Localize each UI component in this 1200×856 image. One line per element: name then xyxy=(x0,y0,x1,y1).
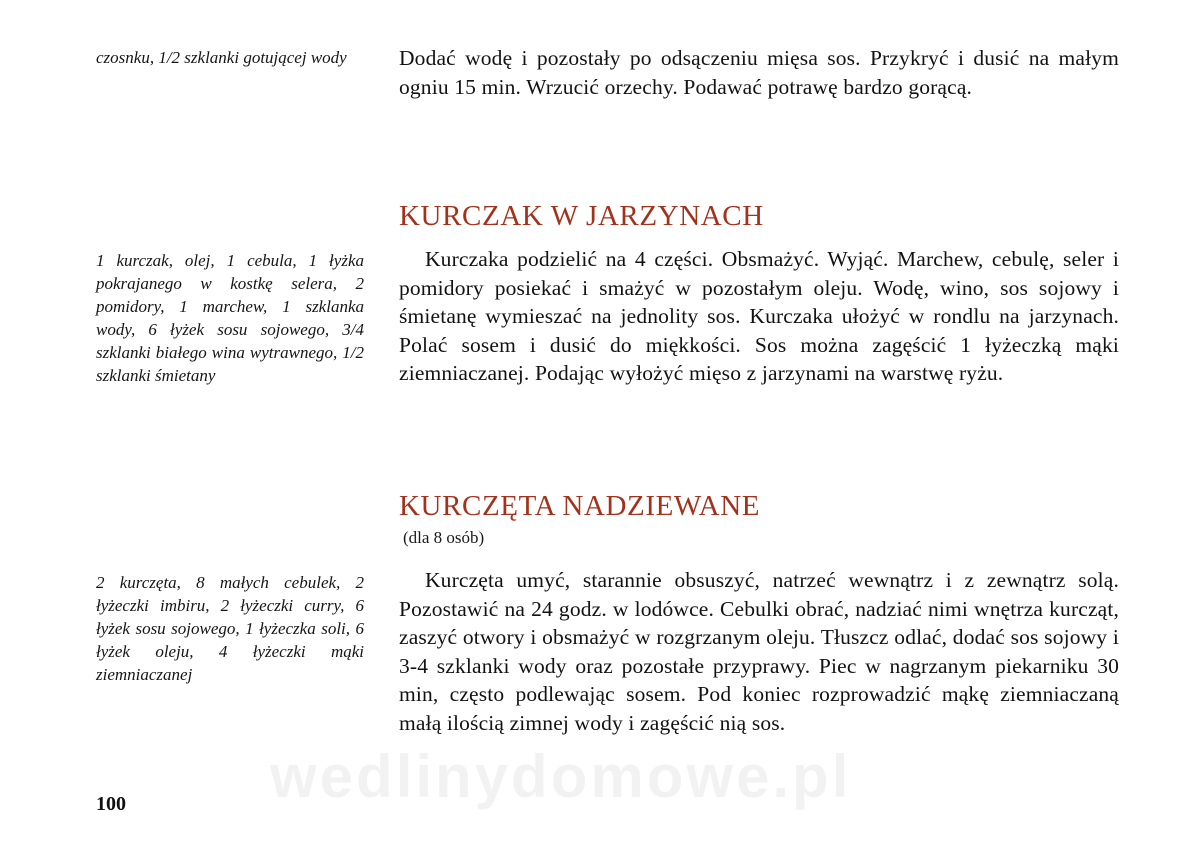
page-number: 100 xyxy=(96,793,126,815)
recipe-title-kurczeta-nadziewane: KURCZĘTA NADZIEWANE xyxy=(399,490,761,522)
continued-ingredients: czosnku, 1/2 szklanki gotującej wody xyxy=(96,48,347,67)
watermark: wedlinydomowe.pl xyxy=(270,743,852,810)
recipe-instructions-kurczak-w-jarzynach: Kurczaka podzielić na 4 części. Obsmażyć. Wyjąć. Marchew, cebulę, seler i pomidory posiekać i smażyć w pozostałym oleju. Wodę, wino, sos sojowy i śmietanę wymieszać na jednolity sos. Kurczaka ułożyć w rondlu na jarzynach. Polać sosem i dusić do miękkości. Sos można zagęścić 1 łyżeczką mąki ziemniaczanej. Podając wyłożyć mięso z jarzynami na warstwę ryżu. xyxy=(399,247,1119,385)
recipe-ingredients-kurczak-w-jarzynach: 1 kurczak, olej, 1 cebula, 1 łyżka pokrajanego w kostkę selera, 2 pomidory, 1 marchew, 1 szklanka wody, 6 łyżek sosu sojowego, 3/4 szklanki białego wina wytrawnego, 1/2 szklanki śmietany xyxy=(96,251,364,385)
recipe-ingredients-kurczeta-nadziewane: 2 kurczęta, 8 małych cebulek, 2 łyżeczki imbiru, 2 łyżeczki curry, 6 łyżek sosu sojowego, 1 łyżeczka soli, 6 łyżek oleju, 4 łyżeczki mąki ziemniaczanej xyxy=(96,573,364,684)
continued-instructions: Dodać wodę i pozostały po odsączeniu mięsa sos. Przykryć i dusić na małym ogniu 15 min. Wrzucić orzechy. Podawać potrawę bardzo gorącą. xyxy=(399,46,1119,99)
recipe-title-kurczak-w-jarzynach: KURCZAK W JARZYNACH xyxy=(399,200,764,232)
recipe-instructions-kurczeta-nadziewane: Kurczęta umyć, starannie obsuszyć, natrzeć wewnątrz i z zewnątrz solą. Pozostawić na 24 godz. w lodówce. Cebulki obrać, nadziać nimi wnętrza kurcząt, zaszyć otwory i obsmażyć w rozgrzanym oleju. Tłuszcz odlać, dodać sos sojowy i 3-4 szklanki wody oraz pozostałe przyprawy. Piec w nagrzanym piekarniku 30 min, często podlewając sosem. Pod koniec rozprowadzić mąkę ziemniaczaną małą ilością zimnej wody i zagęścić nią sos. xyxy=(399,568,1119,735)
recipe-subtitle-servings: (dla 8 osób) xyxy=(403,528,485,547)
